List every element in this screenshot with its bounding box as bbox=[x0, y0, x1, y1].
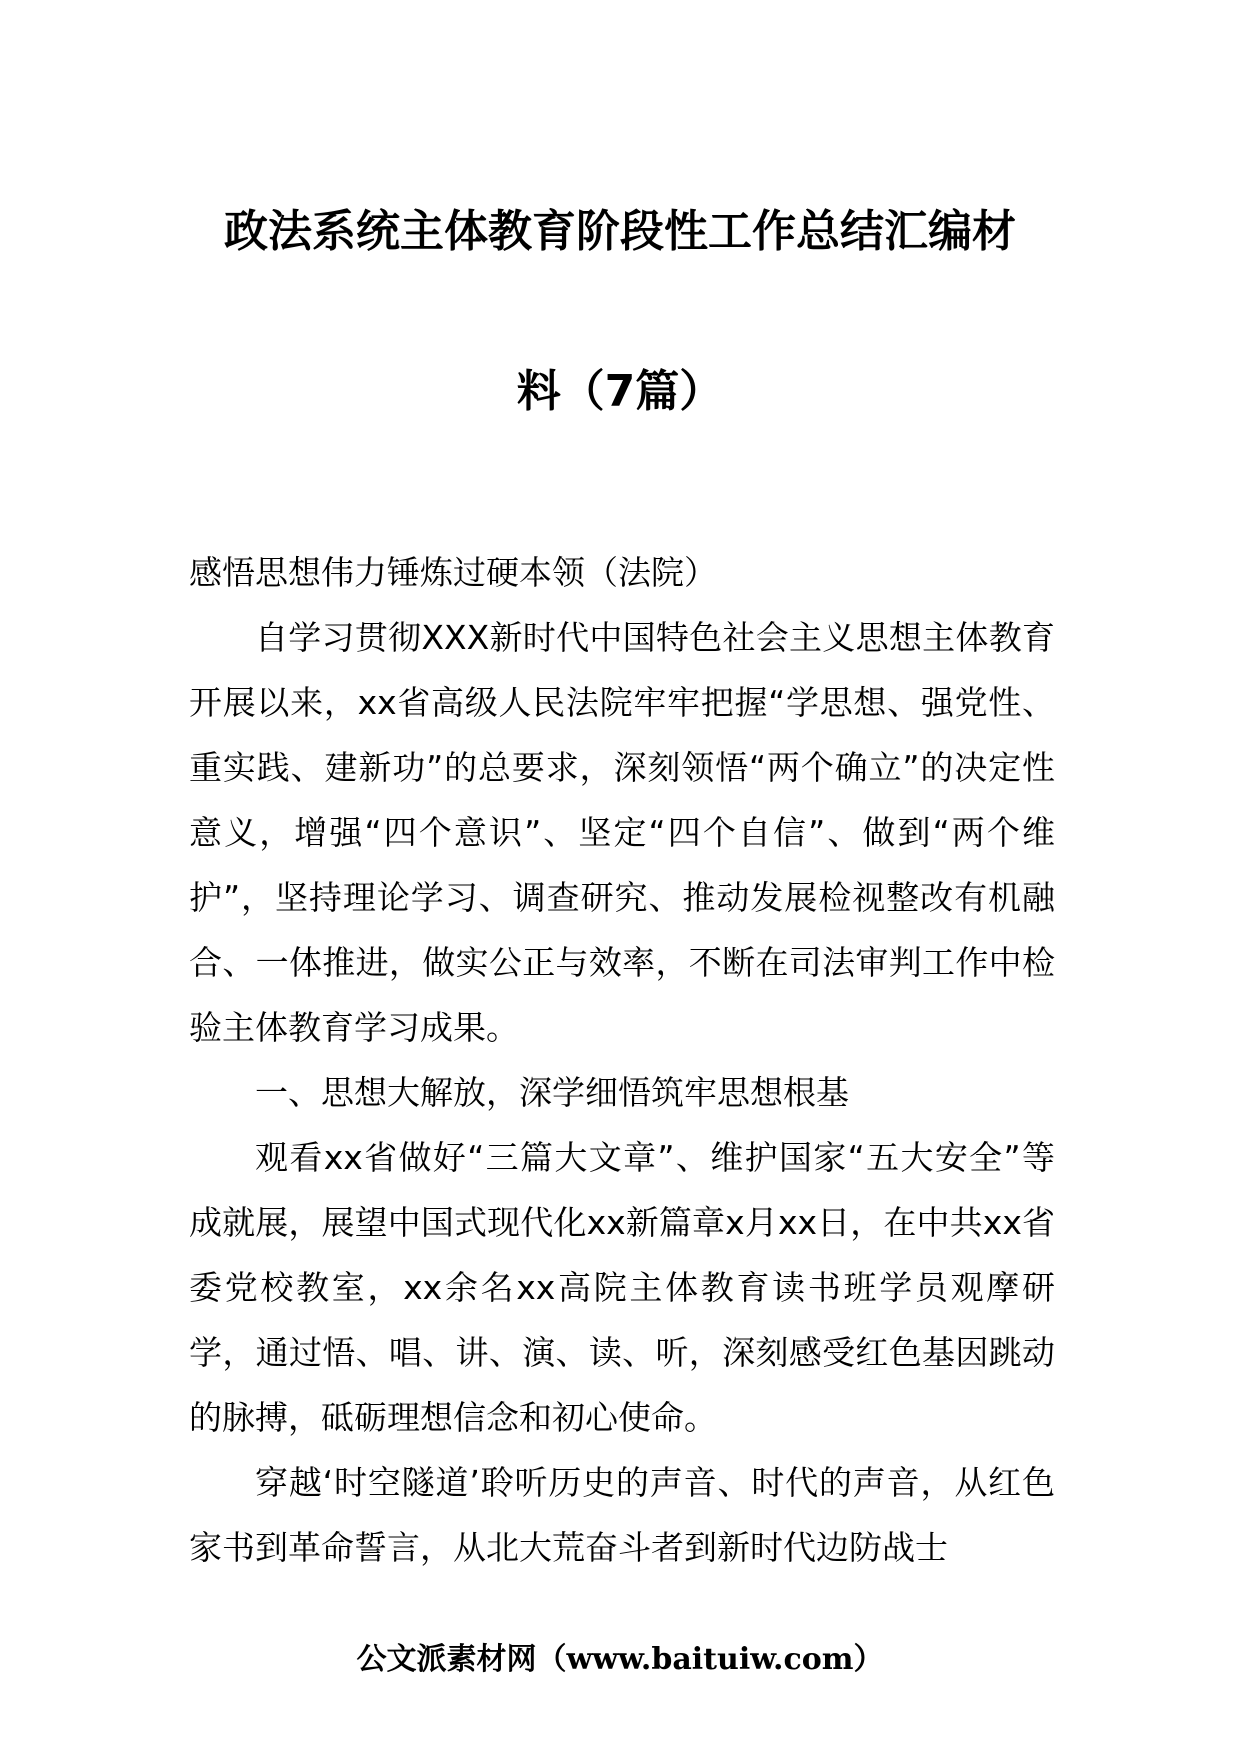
document-title-line-2: 料（7篇） bbox=[516, 366, 724, 417]
page-footer: 公文派素材网（www.baituiw.com） bbox=[356, 1642, 884, 1677]
paragraph-intro: 自学习贯彻XXX新时代中国特色社会主义思想主体教育开展以来，xx省高级人民法院牢牢把握“学思想、强党性、重实践、建新功”的总要求，深刻领悟“两个确立”的决定性意义，增强“四个意识”、坚定“四个自信”、做到“两个维护”，坚持理论学习、调查研究、推动发展检视整改有机融合、一体推进，做实公正与效率，不断在司法审判工作中检验主体教育学习成果。 bbox=[189, 618, 1055, 1047]
paragraph-exhibition: 观看xx省做好“三篇大文章”、维护国家“五大安全”等成就展，展望中国式现代化xx新篇章x月xx日，在中共xx省委党校教室，xx余名xx高院主体教育读书班学员观摩研学，通过悟、唱、讲、演、读、听，深刻感受红色基因跳动的脉搏，砥砺理想信念和初心使命。 bbox=[189, 1138, 1055, 1437]
section-heading: 一、思想大解放，深学细悟筑牢思想根基 bbox=[255, 1073, 849, 1112]
document-subtitle: 感悟思想伟力锤炼过硬本领（法院） bbox=[189, 553, 717, 592]
paragraph-time-tunnel: 穿越‘时空隧道’聆听历史的声音、时代的声音，从红色家书到革命誓言，从北大荒奋斗者到新时代边防战士 bbox=[189, 1463, 1055, 1567]
document-title-line-1: 政法系统主体教育阶段性工作总结汇编材 bbox=[224, 206, 1016, 257]
